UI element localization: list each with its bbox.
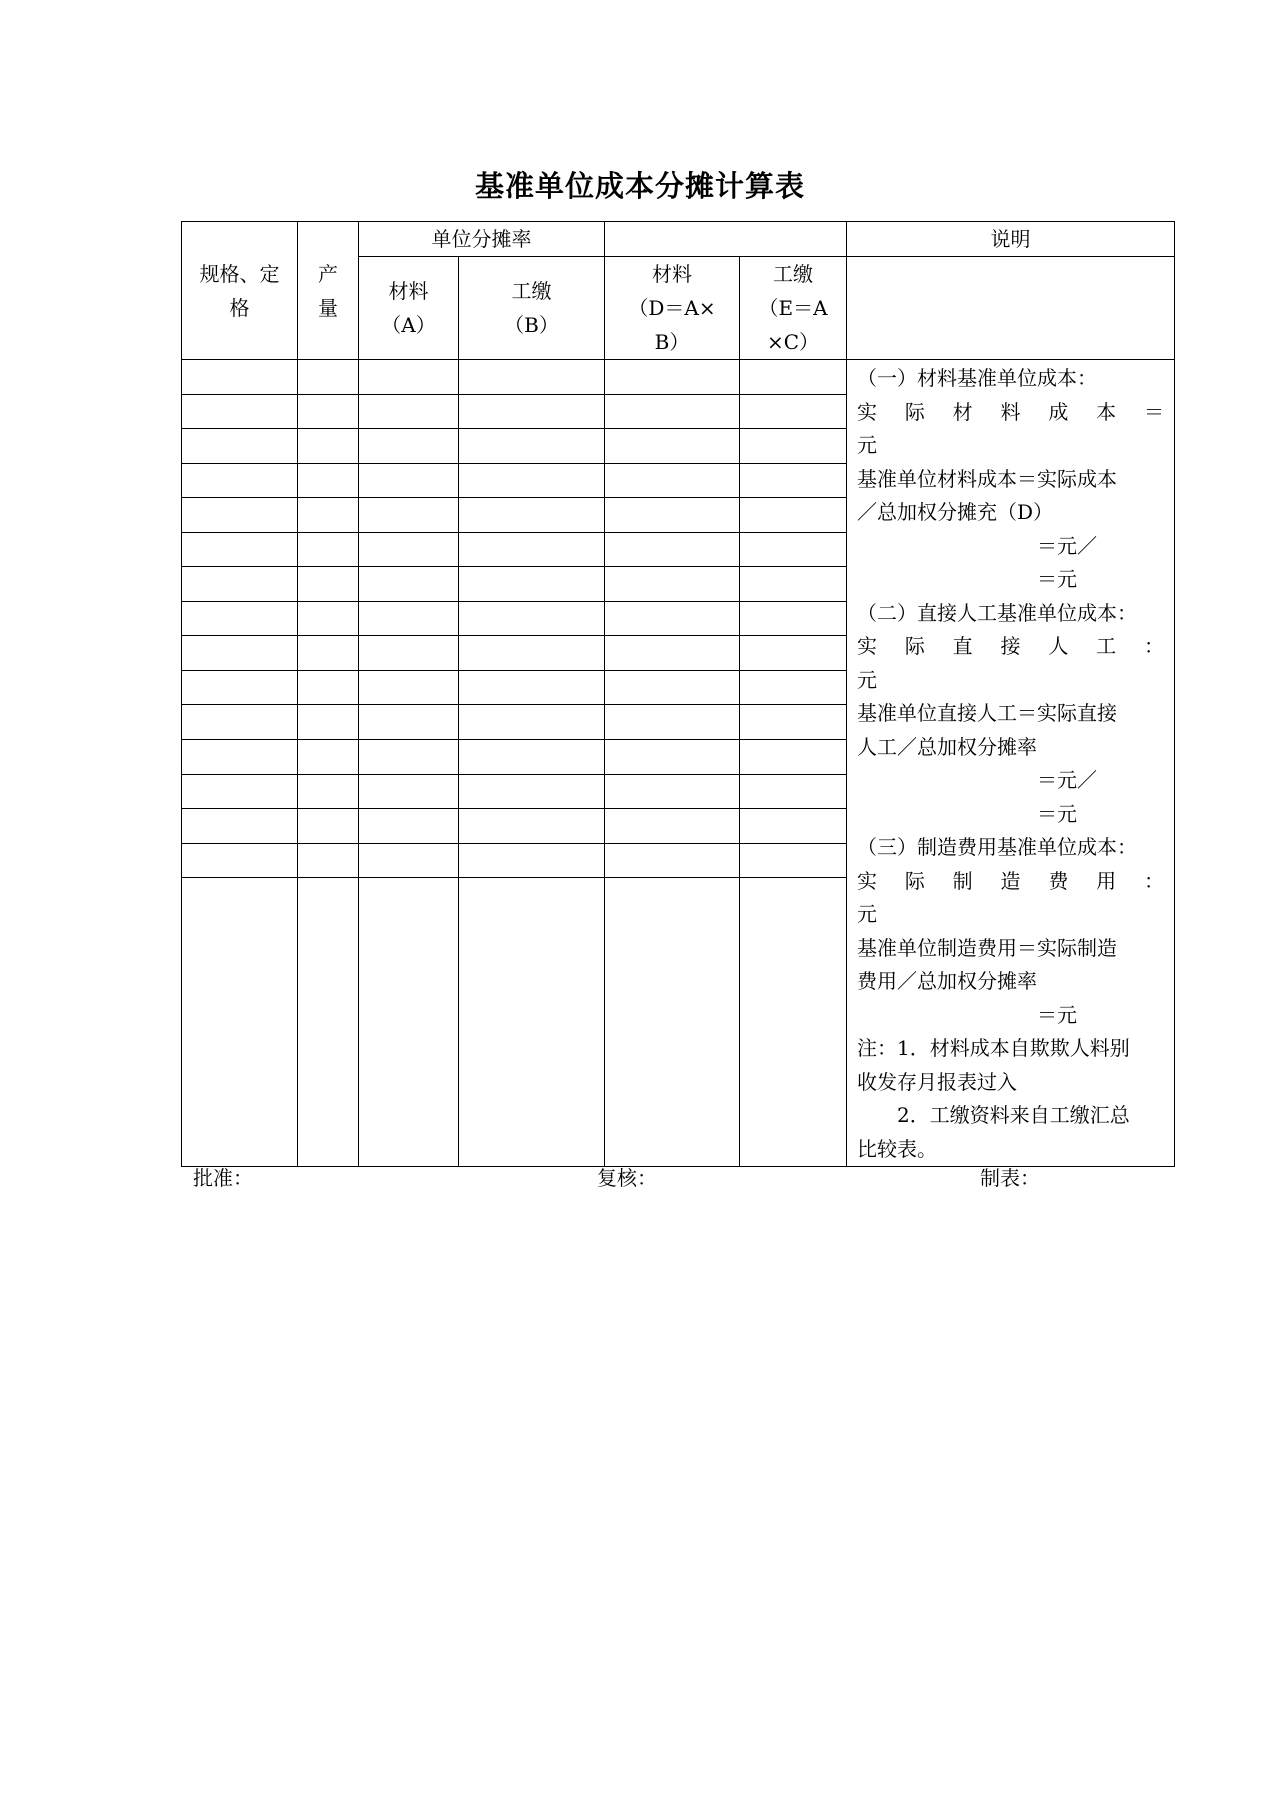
cell-rate-material[interactable]: [359, 567, 459, 602]
note-char: 本: [1096, 399, 1117, 424]
header-calc-material: [605, 257, 740, 360]
note-line: 基准单位材料成本＝实际成本: [857, 466, 1117, 491]
note-char: 际: [904, 634, 925, 658]
cell-output[interactable]: [298, 878, 359, 1167]
cell-calc-labor[interactable]: [740, 636, 847, 671]
cell-calc-material[interactable]: [605, 567, 740, 602]
note-line: 收发存月报表过入: [857, 1069, 1017, 1094]
cell-rate-material[interactable]: [359, 740, 459, 775]
note-line: 注：1．材料成本自欺欺人料别: [857, 1036, 1130, 1060]
note-line: ＝元／: [1037, 533, 1097, 558]
note-line: 基准单位制造费用＝实际制造: [857, 935, 1117, 960]
cell-rate-material[interactable]: [359, 774, 459, 809]
note-char: 际: [904, 868, 925, 893]
header-rate-material: [359, 257, 459, 360]
cell-spec[interactable]: [182, 394, 298, 429]
cell-rate-labor[interactable]: [459, 498, 605, 533]
cell-output[interactable]: [298, 774, 359, 809]
cell-rate-labor[interactable]: [459, 878, 605, 1167]
note-char: 制: [952, 868, 973, 893]
cell-calc-material[interactable]: [605, 636, 740, 671]
note-line: ＝元: [1037, 1002, 1077, 1027]
cell-rate-material[interactable]: [359, 429, 459, 464]
header-rate-material-line2: （A）: [381, 313, 436, 337]
note-line: ／总加权分摊充（D）: [857, 500, 1054, 524]
cell-output[interactable]: [298, 670, 359, 705]
cell-calc-material[interactable]: [605, 394, 740, 429]
cell-spec[interactable]: [182, 463, 298, 498]
description-notes: [847, 360, 1175, 1167]
cell-calc-labor[interactable]: [740, 843, 847, 878]
cell-rate-labor[interactable]: [459, 463, 605, 498]
header-calc-labor-line2: （E＝A: [758, 296, 828, 320]
cell-output[interactable]: [298, 567, 359, 602]
note-line: ＝元／: [1037, 768, 1097, 792]
header-output-line1: 产: [318, 261, 338, 286]
note-char: 人: [1048, 634, 1069, 658]
note-char: 直: [952, 634, 973, 658]
cell-output[interactable]: [298, 705, 359, 740]
note-char: 工: [1096, 634, 1117, 658]
cell-rate-material[interactable]: [359, 498, 459, 533]
cell-spec[interactable]: [182, 705, 298, 740]
footer-approve: 批准：: [193, 1166, 253, 1190]
cell-calc-material[interactable]: [605, 878, 740, 1167]
header-rate-labor: [459, 257, 605, 360]
cell-calc-labor[interactable]: [740, 394, 847, 429]
cell-rate-labor[interactable]: [459, 567, 605, 602]
note-line: 2．工缴资料来自工缴汇总: [897, 1103, 1130, 1127]
cell-output[interactable]: [298, 394, 359, 429]
cell-calc-material[interactable]: [605, 705, 740, 740]
header-output-line2: 量: [318, 295, 338, 320]
cell-spec[interactable]: [182, 429, 298, 464]
cell-output[interactable]: [298, 843, 359, 878]
cell-rate-labor[interactable]: [459, 394, 605, 429]
cell-calc-material[interactable]: [605, 360, 740, 395]
cell-calc-material[interactable]: [605, 532, 740, 567]
header-calc-labor-line1: 工缴: [773, 262, 813, 286]
cell-rate-material[interactable]: [359, 670, 459, 705]
cell-calc-labor[interactable]: [740, 774, 847, 809]
cell-rate-labor[interactable]: [459, 636, 605, 671]
cell-calc-labor[interactable]: [740, 740, 847, 775]
cost-allocation-table: [181, 221, 1175, 1167]
cell-rate-material[interactable]: [359, 532, 459, 567]
note-line-spaced: [857, 396, 1164, 430]
header-rate-labor-line1: 工缴: [511, 279, 552, 303]
header-rate-labor-line2: （B）: [504, 313, 559, 337]
cell-calc-labor[interactable]: [740, 878, 847, 1167]
header-calc-material-line3: B）: [654, 330, 690, 354]
cell-rate-material[interactable]: [359, 843, 459, 878]
cell-calc-labor[interactable]: [740, 463, 847, 498]
note-line: 比较表。: [857, 1136, 937, 1161]
note-char: ：: [1143, 868, 1164, 893]
note-char: 料: [1000, 399, 1021, 424]
header-calc-labor-line3: ×C）: [766, 330, 820, 354]
cell-rate-labor[interactable]: [459, 705, 605, 740]
note-char: 接: [1000, 634, 1021, 658]
cell-rate-labor[interactable]: [459, 429, 605, 464]
cell-calc-labor[interactable]: [740, 567, 847, 602]
header-output: [298, 222, 359, 360]
cell-spec[interactable]: [182, 360, 298, 395]
cell-calc-material[interactable]: [605, 809, 740, 844]
cell-rate-material[interactable]: [359, 705, 459, 740]
cell-rate-material[interactable]: [359, 878, 459, 1167]
header-spec-line1: 规格、定: [199, 261, 280, 286]
cell-spec[interactable]: [182, 567, 298, 602]
cell-output[interactable]: [298, 601, 359, 636]
cell-calc-material[interactable]: [605, 429, 740, 464]
note-line-spaced: [857, 865, 1164, 899]
note-line: （三）制造费用基准单位成本：: [857, 835, 1137, 859]
note-line: ＝元: [1037, 567, 1077, 591]
cell-rate-labor[interactable]: [459, 670, 605, 705]
footer-review: 复核：: [597, 1166, 657, 1190]
note-line: 元: [857, 667, 877, 692]
cell-rate-material[interactable]: [359, 463, 459, 498]
cell-calc-material[interactable]: [605, 498, 740, 533]
note-char: 实: [857, 399, 877, 424]
header-rate-material-line1: 材料: [388, 279, 429, 303]
cell-rate-labor[interactable]: [459, 809, 605, 844]
cell-calc-material[interactable]: [605, 843, 740, 878]
cell-output[interactable]: [298, 532, 359, 567]
cell-calc-material[interactable]: [605, 601, 740, 636]
note-line: 元: [857, 433, 877, 457]
cell-rate-labor[interactable]: [459, 360, 605, 395]
note-char: 实: [857, 868, 877, 893]
cell-output[interactable]: [298, 360, 359, 395]
cell-output[interactable]: [298, 429, 359, 464]
cell-calc-material[interactable]: [605, 774, 740, 809]
cell-calc-material[interactable]: [605, 670, 740, 705]
footer-prepare: 制表：: [980, 1166, 1040, 1190]
header-description: 说明: [847, 222, 1175, 257]
note-char: ：: [1143, 634, 1164, 658]
cell-calc-labor[interactable]: [740, 429, 847, 464]
cell-spec[interactable]: [182, 809, 298, 844]
cell-calc-labor[interactable]: [740, 705, 847, 740]
note-char: 际: [904, 399, 925, 424]
note-line: 基准单位直接人工＝实际直接: [857, 701, 1117, 725]
note-line: 费用／总加权分摊率: [857, 969, 1037, 993]
cell-rate-labor[interactable]: [459, 532, 605, 567]
note-line: 元: [857, 902, 877, 926]
header-description-blank: [847, 257, 1175, 360]
note-char: 材: [952, 399, 973, 424]
header-spec: [182, 222, 298, 360]
cell-spec[interactable]: [182, 774, 298, 809]
cell-output[interactable]: [298, 463, 359, 498]
header-unit-rate: 单位分摊率: [359, 222, 605, 257]
cell-calc-labor[interactable]: [740, 360, 847, 395]
cell-spec[interactable]: [182, 498, 298, 533]
note-char: 成: [1048, 399, 1069, 424]
cell-rate-material[interactable]: [359, 636, 459, 671]
cell-calc-labor[interactable]: [740, 498, 847, 533]
note-line: ＝元: [1037, 801, 1077, 826]
header-calc-labor: [740, 257, 847, 360]
cell-rate-labor[interactable]: [459, 843, 605, 878]
cell-spec[interactable]: [182, 843, 298, 878]
cell-output[interactable]: [298, 636, 359, 671]
cell-output[interactable]: [298, 809, 359, 844]
cell-output[interactable]: [298, 740, 359, 775]
cell-spec[interactable]: [182, 878, 298, 1167]
cell-calc-labor[interactable]: [740, 601, 847, 636]
page-title: 基准单位成本分摊计算表: [474, 169, 805, 203]
note-line-spaced: [857, 630, 1164, 664]
header-spec-line2: 格: [229, 295, 250, 320]
cell-spec[interactable]: [182, 670, 298, 705]
cell-spec[interactable]: [182, 532, 298, 567]
cell-rate-material[interactable]: [359, 360, 459, 395]
header-blank-group: [605, 222, 847, 257]
header-calc-material-line1: 材料: [652, 262, 692, 286]
cell-rate-labor[interactable]: [459, 740, 605, 775]
cell-output[interactable]: [298, 498, 359, 533]
note-char: 造: [1000, 868, 1021, 893]
cell-calc-labor[interactable]: [740, 670, 847, 705]
note-line: （一）材料基准单位成本：: [857, 366, 1097, 390]
cell-rate-material[interactable]: [359, 394, 459, 429]
note-char: 费: [1048, 868, 1069, 893]
cell-rate-labor[interactable]: [459, 774, 605, 809]
note-line: 人工／总加权分摊率: [857, 734, 1037, 759]
cell-calc-material[interactable]: [605, 463, 740, 498]
cell-calc-labor[interactable]: [740, 532, 847, 567]
cell-rate-material[interactable]: [359, 809, 459, 844]
header-calc-material-line2: （D＝A×: [628, 296, 716, 320]
cell-calc-labor[interactable]: [740, 809, 847, 844]
note-char: ＝: [1143, 399, 1164, 424]
table-row: [182, 360, 1175, 395]
note-char: 实: [857, 634, 877, 658]
cell-rate-labor[interactable]: [459, 601, 605, 636]
cell-rate-material[interactable]: [359, 601, 459, 636]
note-line: （二）直接人工基准单位成本：: [857, 600, 1137, 625]
cell-spec[interactable]: [182, 601, 298, 636]
cell-calc-material[interactable]: [605, 740, 740, 775]
cell-spec[interactable]: [182, 740, 298, 775]
cell-spec[interactable]: [182, 636, 298, 671]
note-char: 用: [1096, 868, 1117, 893]
